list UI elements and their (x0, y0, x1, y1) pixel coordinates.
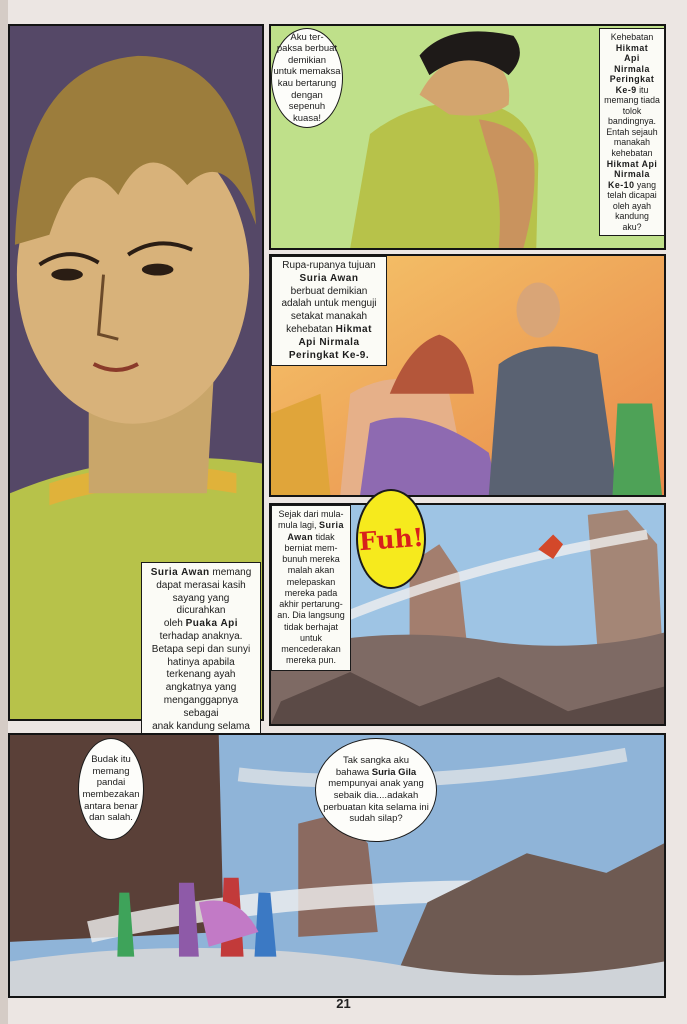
plain-text: itu (636, 84, 649, 95)
panel-rock-debris (269, 503, 666, 726)
text-block (82, 754, 139, 823)
plain-text: memang tiada (604, 95, 660, 106)
text-line (147, 669, 255, 682)
text-block (275, 260, 383, 362)
panel-back-view (269, 24, 666, 250)
text-line (147, 631, 255, 644)
text-line (273, 66, 340, 78)
plain-text: kuasa! (293, 112, 321, 124)
text-line (602, 43, 662, 54)
plain-text: tolok (622, 105, 642, 116)
emphasis-text: Puaka Api (185, 618, 239, 630)
text-line (274, 622, 348, 633)
text-line (82, 789, 139, 801)
text-line (274, 610, 348, 621)
text-line (602, 95, 662, 106)
text-line (273, 90, 340, 102)
text-line (274, 599, 348, 610)
plain-text: dengan (291, 89, 323, 101)
text-block (147, 567, 255, 746)
plain-text: yang (634, 179, 656, 190)
plain-text: bahawa (335, 766, 372, 778)
text-block (274, 509, 348, 667)
plain-text: kehebatan (286, 323, 336, 335)
text-line (82, 801, 139, 813)
emphasis-text: Peringkat (609, 74, 655, 85)
plain-text: memang (209, 567, 252, 578)
panel-group (269, 254, 666, 497)
text-line (274, 543, 348, 554)
rock-debris-caption (271, 505, 351, 671)
text-line (323, 778, 429, 790)
emphasis-text: Suria Awan (299, 272, 359, 284)
plain-text: mula lagi, (277, 520, 319, 531)
plain-text: anak kandung selama (152, 720, 250, 732)
text-line (602, 85, 662, 96)
plain-text: berbuat demikian (290, 285, 368, 297)
text-line (147, 657, 255, 670)
text-block (323, 755, 429, 824)
speech-bubble-right (315, 738, 437, 842)
plain-text: untuk (299, 632, 323, 643)
plain-text: mempunyai anak yang (328, 778, 424, 790)
emphasis-text: Hikmat (335, 323, 372, 335)
emphasis-text: Hikmat Api (606, 158, 658, 169)
plain-text: telah dicapai (607, 190, 657, 201)
speech-bubble-left (78, 738, 144, 840)
text-line (147, 593, 255, 619)
plain-text: tidak (313, 531, 335, 542)
text-line (147, 567, 255, 580)
plain-text: Sejak dari mula- (278, 509, 344, 519)
plain-text: mencederakan (281, 644, 341, 654)
plain-text: Entah sejauh (606, 126, 658, 137)
plain-text: tidak berhajat (283, 621, 339, 632)
text-line (273, 101, 340, 113)
emphasis-text: Ke-10 (608, 179, 635, 190)
plain-text: oleh (163, 618, 186, 630)
plain-text: antara benar (84, 800, 138, 812)
text-line (273, 113, 340, 125)
text-line (274, 655, 348, 666)
text-line (275, 286, 383, 299)
text-line (147, 580, 255, 593)
plain-text: kandung (615, 211, 649, 222)
text-line (323, 755, 429, 767)
plain-text: hatinya apabila (167, 656, 235, 668)
text-line (602, 106, 662, 117)
emphasis-text: Nirmala (614, 169, 650, 180)
plain-text: dapat merasai kasih (156, 579, 246, 591)
text-line (275, 298, 383, 311)
text-line (602, 148, 662, 159)
emphasis-text: Api (624, 53, 640, 64)
plain-text: bunuh mereka (282, 554, 340, 564)
plain-text: manakah (613, 137, 651, 148)
plain-text: akhir pertarung- (279, 599, 343, 609)
text-line (602, 180, 662, 191)
plain-text: paksa berbuat (276, 43, 338, 55)
plain-text: memang (92, 765, 130, 777)
plain-text: demikian (287, 54, 327, 66)
plain-text: malah akan (287, 565, 335, 576)
text-line (275, 260, 383, 273)
text-line (147, 695, 255, 721)
emphasis-text: Peringkat Ke-9. (288, 349, 370, 361)
plain-text: untuk memaksa (273, 66, 341, 78)
text-line (273, 55, 340, 67)
text-line (602, 159, 662, 170)
text-line (82, 777, 139, 789)
text-block (602, 32, 662, 232)
text-line (602, 64, 662, 75)
plain-text: bandingnya. (608, 116, 656, 127)
plain-text: sudah silap? (349, 813, 403, 825)
text-line (82, 766, 139, 778)
plain-text: Tak sangka aku (342, 755, 409, 767)
sfx-fuh-text: Fuh! (357, 522, 425, 556)
emphasis-text: Suria Gila (371, 766, 417, 778)
text-line (273, 43, 340, 55)
text-line (273, 32, 340, 44)
text-line (274, 554, 348, 565)
group-caption (271, 256, 387, 366)
emphasis-text: Suria Awan (150, 567, 210, 578)
text-line (323, 802, 429, 814)
speech-bubble-back-view (271, 28, 343, 128)
text-line (82, 812, 139, 824)
plain-text: setakat manakah (290, 311, 368, 323)
emphasis-text: Ke-9 (615, 84, 637, 95)
text-line (274, 588, 348, 599)
sfx-fuh-burst (356, 489, 426, 589)
plain-text: membezakan (82, 789, 140, 800)
text-line (274, 577, 348, 588)
plain-text: kehebatan (611, 148, 653, 159)
plain-text: angkatnya yang (165, 682, 237, 694)
emphasis-text: Api Nirmala (298, 336, 360, 348)
text-line (602, 201, 662, 212)
plain-text: sayang yang dicurahkan (172, 592, 230, 617)
plain-text: menganggapnya sebagai (163, 694, 239, 719)
plain-text: sepenuh (288, 101, 326, 113)
plain-text: terhadap anaknya. (159, 630, 243, 642)
plain-text: melepaskan (286, 576, 336, 587)
emphasis-text: Hikmat (615, 42, 649, 53)
emphasis-text: Suria (319, 520, 345, 531)
text-line (273, 78, 340, 90)
panel-portrait (8, 24, 264, 732)
text-line (275, 324, 383, 337)
text-line (602, 137, 662, 148)
text-line (602, 169, 662, 180)
plain-text: mereka pun. (285, 655, 337, 666)
text-line (274, 532, 348, 543)
text-line (275, 337, 383, 350)
emphasis-text: Nirmala (614, 63, 650, 74)
plain-text: Rupa-rupanya tujuan (282, 260, 376, 271)
plain-text: mereka pada (284, 587, 338, 598)
plain-text: dan salah. (89, 812, 133, 824)
text-line (602, 190, 662, 201)
text-line (602, 32, 662, 43)
page-binding-edge (0, 0, 8, 1024)
text-line (274, 565, 348, 576)
plain-text: oleh ayah (612, 200, 652, 211)
plain-text: berniat mem- (284, 542, 338, 553)
text-line (323, 790, 429, 802)
text-line (275, 273, 383, 286)
page-number: 21 (336, 996, 351, 1011)
text-line (602, 211, 662, 222)
plain-text: sebaik dia....adakah (333, 790, 419, 801)
text-line (274, 509, 348, 520)
text-line (274, 520, 348, 531)
plain-text: adalah untuk menguji (281, 298, 377, 310)
text-line (275, 311, 383, 324)
plain-text: terkenang ayah (166, 669, 236, 681)
plain-text: an. Dia langsung (277, 610, 345, 621)
text-line (602, 222, 662, 233)
text-line (602, 53, 662, 64)
plain-text: Aku ter- (290, 31, 324, 43)
plain-text: Budak itu (91, 754, 131, 766)
text-line (602, 74, 662, 85)
back-view-caption (599, 28, 665, 236)
text-line (602, 127, 662, 138)
portrait-caption (141, 562, 261, 751)
panel-wide-escape (8, 733, 666, 998)
plain-text: Kehebatan (610, 32, 654, 42)
plain-text: perbuatan kita selama ini (323, 801, 429, 813)
plain-text: aku? (622, 221, 642, 232)
text-line (323, 767, 429, 779)
text-block (273, 32, 340, 125)
text-line (274, 633, 348, 644)
emphasis-text: Awan (287, 531, 314, 542)
text-line (82, 754, 139, 766)
text-line (147, 682, 255, 695)
text-line (323, 813, 429, 825)
text-line (602, 116, 662, 127)
plain-text: Betapa sepi dan sunyi (151, 643, 251, 655)
text-line (274, 644, 348, 655)
text-line (275, 350, 383, 363)
text-line (147, 644, 255, 657)
plain-text: kau bertarung (277, 78, 337, 89)
plain-text: pandai (96, 777, 126, 789)
text-line (147, 618, 255, 631)
